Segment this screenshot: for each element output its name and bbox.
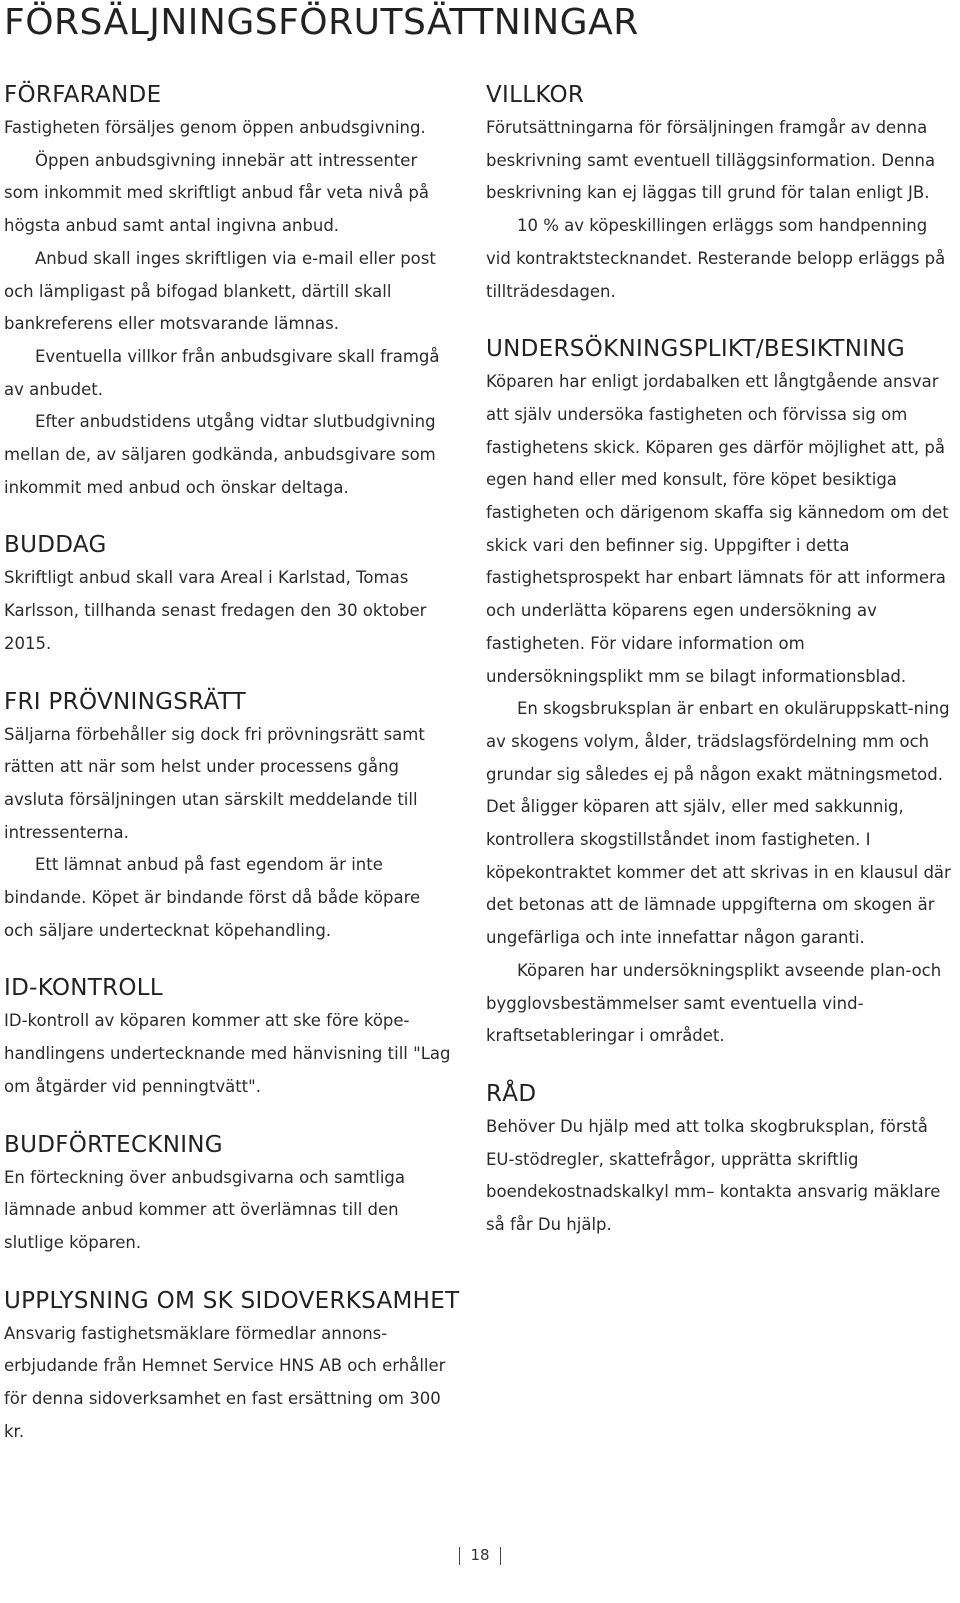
- page-number-label: 18: [470, 1546, 490, 1564]
- section-fri-provningsratt: [4, 685, 454, 948]
- section-villkor: [486, 78, 952, 308]
- paragraph: Anbud skall inges skriftligen via e-mail eller post och lämpligast på bifogad blankett, därtill skall bankreferens eller motsvarande lämnas.: [4, 248, 436, 334]
- paragraph: Förutsättningarna för försäljningen framgår av denna beskrivning samt eventuell tilläggsinformation. Denna beskrivning kan ej läggas till grund för talan enligt JB.: [486, 118, 936, 203]
- paragraph: Köparen har undersökningsplikt avseende plan-och bygglovsbestämmelser samt eventuella vind-kraftsetableringar i området.: [486, 960, 942, 1046]
- section-heading: FÖRFARANDE: [4, 82, 162, 108]
- left-column: [4, 78, 460, 1449]
- paragraph: Köparen har enligt jordabalken ett långtgående ansvar att själv undersöka fastigheten och förvissa sig om fastighetens skick. Köparen ges därför möjlighet att, på egen hand eller med konsult, före köpet besiktiga fastigheten och därigenom skaffa sig kännedom om det skick vari den befinner sig. Uppgifter i detta fastighetsprospekt har enbart lämnats för att informera och underlätta köparens egen undersökning av fastigheten. För vidare information om undersökningsplikt mm se bilagt informationsblad.: [486, 372, 949, 686]
- section-heading: BUDDAG: [4, 532, 107, 559]
- page-title: FÖRSÄLJNINGSFÖRUTSÄTTNINGAR: [4, 2, 639, 43]
- paragraph: Fastigheten försäljes genom öppen anbudsgivning.: [4, 118, 426, 137]
- paragraph: En förteckning över anbudsgivarna och samtliga lämnade anbud kommer att överlämnas till den slutlige köparen.: [4, 1167, 406, 1252]
- section-forfarande: [4, 78, 454, 504]
- paragraph: Öppen anbudsgivning innebär att intressenter som inkommit med skriftligt anbud får veta nivå på högsta anbud samt antal ingivna anbud.: [4, 150, 430, 236]
- section-upplysning: [4, 1284, 460, 1449]
- section-heading: ID-KONTROLL: [4, 975, 163, 1002]
- section-heading: VILLKOR: [486, 82, 585, 108]
- paragraph: Ett lämnat anbud på fast egendom är inte bindande. Köpet är bindande först då både köpare och säljare undertecknat köpehandling.: [4, 855, 421, 940]
- paragraph: Säljarna förbehåller sig dock fri prövningsrätt samt rätten att när som helst under processens gång avsluta försäljningen utan särskilt meddelande till intressenterna.: [4, 724, 425, 842]
- right-column: [486, 78, 952, 1242]
- divider: [500, 1547, 501, 1565]
- section-buddag: [4, 528, 454, 660]
- section-heading: FRI PRÖVNINGSRÄTT: [4, 688, 246, 715]
- section-undersokningsplikt: [486, 332, 952, 1053]
- paragraph: Efter anbudstidens utgång vidtar slutbudgivning mellan de, av säljaren godkända, anbudsgivare som inkommit med anbud och önskar deltaga.: [4, 412, 436, 497]
- paragraph: Behöver Du hjälp med att tolka skogbruksplan, förstå EU-stödregler, skattefrågor, upprätta skriftlig boendekostnadskalkyl mm– kontakta ansvarig mäklare så får Du hjälp.: [486, 1116, 941, 1235]
- section-heading: UNDERSÖKNINGSPLIKT/BESIKTNING: [486, 336, 905, 363]
- paragraph: ID-kontroll av köparen kommer att ske före köpe-handlingens undertecknande med hänvisning till "Lag om åtgärder vid penningtvätt".: [4, 1011, 451, 1096]
- paragraph: Skriftligt anbud skall vara Areal i Karlstad, Tomas Karlsson, tillhanda senast fredagen den 30 oktober 2015.: [4, 568, 427, 653]
- section-heading: UPPLYSNING OM SK SIDOVERKSAMHET: [4, 1287, 460, 1314]
- paragraph: Ansvarig fastighetsmäklare förmedlar annons-erbjudande från Hemnet Service HNS AB och erhåller för denna sidoverksamhet en fast ersättning om 300 kr.: [4, 1323, 446, 1441]
- paragraph: En skogsbruksplan är enbart en okuläruppskatt-ning av skogens volym, ålder, trädslagsfördelning mm och grundar sig således ej på någon exakt mätningsmetod. Det åligger köparen att själv, eller med sakkunnig, kontrollera skogstillståndet inom fastigheten. I köpekontraktet kommer det att skrivas in en klausul där det betonas att de lämnade uppgifterna om skogen är ungefärliga och inte innefattar någon garanti.: [486, 699, 951, 948]
- divider: [459, 1547, 460, 1565]
- section-heading: BUDFÖRTECKNING: [4, 1131, 223, 1158]
- paragraph: 10 % av köpeskillingen erläggs som handpenning vid kontraktstecknandet. Resterande belopp erläggs på tillträdesdagen.: [486, 216, 946, 301]
- section-id-kontroll: [4, 971, 454, 1103]
- page-number: [0, 1546, 960, 1565]
- paragraph: Eventuella villkor från anbudsgivare skall framgå av anbudet.: [4, 346, 440, 399]
- section-heading: RÅD: [486, 1080, 537, 1107]
- section-budforteckning: [4, 1128, 454, 1260]
- section-rad: [486, 1077, 952, 1242]
